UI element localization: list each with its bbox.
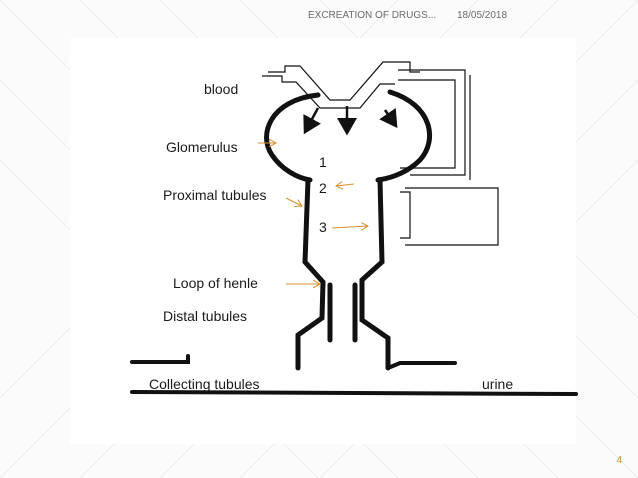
label-collecting-tubules: Collecting tubules — [149, 376, 260, 392]
number-3: 3 — [319, 219, 327, 235]
glomerulus-capsule — [267, 92, 430, 180]
label-urine: urine — [482, 376, 514, 392]
filtration-arrows — [305, 106, 396, 133]
label-proximal-tubules: Proximal tubules — [163, 187, 267, 203]
label-blood: blood — [204, 81, 239, 97]
header-title: EXCREATION OF DRUGS... — [308, 10, 437, 21]
label-loop-of-henle: Loop of henle — [173, 275, 258, 291]
header-date: 18/05/2018 — [457, 10, 508, 21]
label-pointers — [258, 143, 368, 284]
number-2: 2 — [319, 180, 327, 196]
label-glomerulus: Glomerulus — [166, 139, 238, 155]
page-number: 4 — [616, 455, 622, 466]
number-1: 1 — [319, 154, 327, 170]
label-distal-tubules: Distal tubules — [163, 308, 248, 324]
tubule-walls — [298, 180, 388, 368]
